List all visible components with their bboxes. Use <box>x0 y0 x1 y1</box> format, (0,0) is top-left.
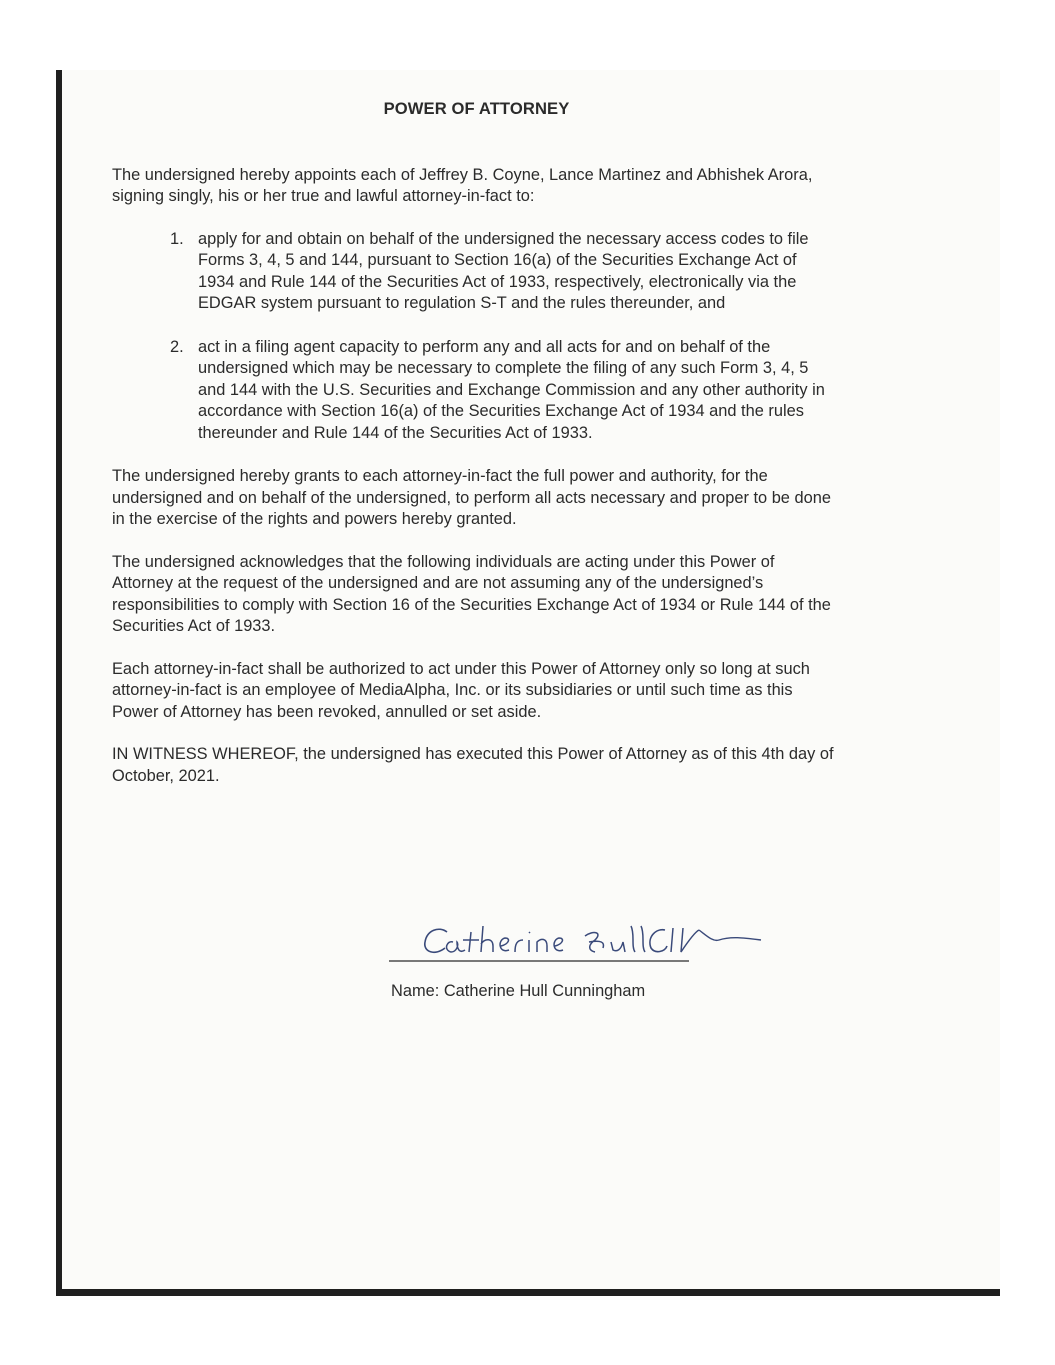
witness-paragraph: IN WITNESS WHEREOF, the undersigned has executed this Power of Attorney as of this 4th day of October, 2021. <box>112 745 834 785</box>
document-body <box>112 98 837 808</box>
list-item <box>112 229 837 315</box>
grant-paragraph: The undersigned hereby grants to each attorney-in-fact the full power and authority, for the undersigned and on behalf of the undersigned, to perform all acts necessary and proper to be done in the exercise of the rights and powers hereby granted. <box>112 467 831 528</box>
powers-list <box>112 229 837 445</box>
signature-block <box>389 910 777 1001</box>
acknowledgement-paragraph: The undersigned acknowledges that the following individuals are acting under this Power of Attorney at the request of the undersigned and are not assuming any of the undersigned’s responsibilities to comply with Section 16 of the Securities Exchange Act of 1934 or Rule 144 of the Securities Act of 1933. <box>112 552 831 635</box>
list-item-number: 1. <box>170 229 184 248</box>
document-title: POWER OF ATTORNEY <box>383 99 570 118</box>
list-item-text: apply for and obtain on behalf of the undersigned the necessary access codes to file Forms 3, 4, 5 and 144, pursuant to Section 16(a) of the Securities Exchange Act of 1934 and Rule 144 of the Securities Act of 1933, respectively, electronically via the EDGAR system pursuant to regulation S-T and the rules thereunder, and <box>198 229 809 312</box>
handwritten-signature <box>389 910 777 968</box>
list-item-text: act in a filing agent capacity to perform any and all acts for and on behalf of the undersigned which may be necessary to complete the filing of any such Form 3, 4, 5 and 144 with the U.S. Securities and Exchange Commission and any other authority in accordance with Section 16(a) of the Securities Exchange Act of 1934 and the rules thereunder and Rule 144 of the Securities Act of 1933. <box>198 337 825 442</box>
signatory-name: Name: Catherine Hull Cunningham <box>391 982 646 1000</box>
intro-paragraph: The undersigned hereby appoints each of Jeffrey B. Coyne, Lance Martinez and Abhishek Arora, signing singly, his or her true and lawful attorney-in-fact to: <box>112 165 813 205</box>
term-paragraph: Each attorney-in-fact shall be authorized to act under this Power of Attorney only so long at such attorney-in-fact is an employee of MediaAlpha, Inc. or its subsidiaries or until such time as this Power of Attorney has been revoked, annulled or set aside. <box>112 659 810 721</box>
list-item-number: 2. <box>170 337 184 356</box>
list-item <box>112 337 837 445</box>
